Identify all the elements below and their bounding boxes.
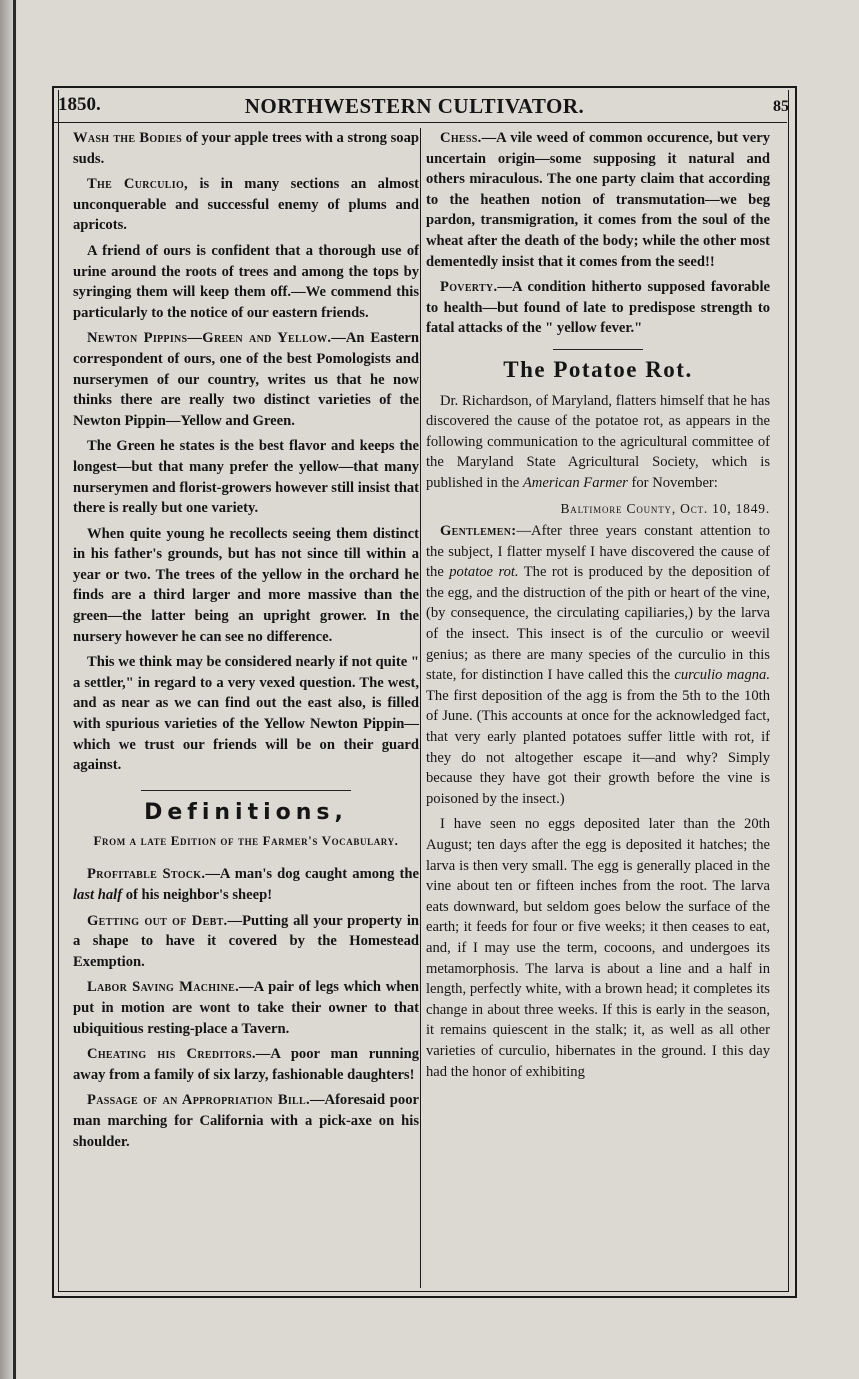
publication-title: NORTHWESTERN CULTIVATOR.: [244, 94, 585, 118]
paragraph-green: The Green he states is the best flavor and keeps the longest—but that many prefer the yellow—that many nurserymen and florist-growers however still insist that there is really but one variety.: [73, 438, 419, 517]
binding-line: [13, 0, 16, 1379]
text-intro-em: American Farmer: [522, 474, 628, 491]
def-appropriation-bill: [73, 1090, 419, 1152]
text-profitable-em: last half: [73, 887, 123, 903]
lead-newton: Newton Pippins—Green and Yellow.: [87, 330, 332, 347]
def-chess: [426, 128, 770, 272]
bottom-rule: [52, 1296, 797, 1298]
lead-chess: Chess.: [440, 130, 482, 146]
text-gent-em2: curculio magna.: [674, 667, 770, 684]
right-rule: [795, 86, 797, 1296]
text-gent-c: The first deposition of the agg is from the 5th to the 10th of June. (This accounts at once for the acknowledged fact, that very early planted potatoes suffer little with rot, if they do not altogether escape it—and why? Simply because they have got their growth before the vine is poisoned by the insect.): [426, 687, 770, 807]
def-getting-out-of-debt: [73, 911, 419, 973]
paragraph-intro: [426, 391, 770, 494]
text-passage: —Aforesaid poor man marching for California with a pick-axe on his shoulder.: [73, 1092, 419, 1150]
lead-wash: Wash the Bodies: [73, 130, 182, 146]
article-divider: [553, 349, 643, 350]
lead-curculio: The Curculio,: [87, 176, 188, 193]
text-gent-b: The rot is produced by the deposition of the egg, and the distruction of the pith or heart of the vine, (by consequence, the circulating capiliaries,) by the larva of the insect. This insect is of the curculio or weevil genius; as there are many species of the curculio in this state, for distinction I have called this the: [426, 564, 770, 684]
def-poverty: [426, 277, 770, 339]
text-gent-em1: potatoe rot.: [449, 564, 519, 581]
paragraph-young: When quite young he recollects seeing them distinct in his father's grounds, but has not since till within a year or two. The trees of the yellow in the orchard he finds are a third larger and more massive than the green—the latter being an upright grower. In the nursery however he can see no difference.: [73, 525, 419, 645]
right-rule-inner: [788, 90, 789, 1292]
paragraph-eggs: I have seen no eggs deposited later than the 20th August; ten days after the egg is deposited it hatches; the larva is then very small. The egg is generally placed in the vine about ten or fifteen inches from the root. The larva eats downward, but seldom goes below the surface of the earth; it feeds for four or five weeks; it then ceases to eat, and, if I may use the term, cocoons, and undergoes its metamorphosis. The larva is about a line and a half in length, perfectly white, with a brown head; it completes its change in about three weeks. If this is early in the season, it remains quiescent in the stalk; it, as well as all other varieties of curculio, hibernates in the ground. I this day had the honor of exhibiting: [426, 816, 770, 1080]
text-profitable-a: —A man's dog caught among the: [205, 866, 419, 883]
definitions-subtitle: From a late Edition of the Farmer's Vocabulary.: [93, 833, 399, 849]
text-chess: —A vile weed of common occurence, but very uncertain origin—some supposing it natural and others miraculous. The one party claim that according to the heathen notion of transmutation—we beg pardon, transmigration, it comes from the soul of the wheat after the death of the body; while the other most dementedly insist that it comes from the seed!!: [426, 130, 770, 270]
text-cheating: —A poor man running away from a family of six larzy, fashionable daughters!: [73, 1046, 419, 1083]
text-debt: —Putting all your property in a shape to have it covered by the Homestead Exemption.: [73, 912, 420, 970]
lead-labor: Labor Saving Machine.: [87, 979, 240, 996]
section-divider: [141, 790, 351, 791]
lead-cheating: Cheating his Creditors.: [87, 1046, 256, 1063]
letter-dateline: Baltimore County, Oct. 10, 1849.: [560, 500, 770, 516]
paragraph-gentlemen: [426, 521, 770, 809]
def-labor-saving-machine: [73, 977, 419, 1039]
newspaper-page: [30, 78, 795, 1310]
top-rule: [52, 86, 797, 88]
lead-gentlemen: Gentlemen:: [440, 523, 517, 540]
def-cheating-creditors: [73, 1044, 419, 1085]
lead-passage: Passage of an Appropriation Bill.: [87, 1092, 310, 1109]
paragraph-newton: [73, 328, 419, 431]
paragraph-settler: This we think may be considered nearly if not quite " a settler," in regard to a very vexed question. The west, and as near as we can find out the east also, is filled with spurious varieties of the Yellow Newton Pippin—which we trust our friends will be on their guard against.: [73, 654, 419, 774]
lead-profitable: Profitable Stock.: [87, 866, 206, 883]
text-poverty: —A condition hitherto supposed favorable to health—but found of late to predispose strength to fatal attacks of the " yellow fever.": [426, 279, 770, 337]
page-number: 85: [773, 98, 789, 115]
bottom-rule-inner: [58, 1291, 789, 1292]
text-labor: —A pair of legs which when put in motion are wont to take their owner to that ubiquitious resting-place a Tavern.: [73, 979, 419, 1037]
text-intro-b: for November:: [627, 474, 718, 491]
column-divider: [420, 128, 421, 1288]
issue-year: 1850.: [58, 94, 101, 115]
text-newton: —An Eastern correspondent of ours, one of the best Pomologists and nurserymen of our country, writes us that he now thinks there are really two distinct varieties of the Newton Pippin—Yellow and Green.: [73, 330, 419, 429]
lead-debt: Getting out of Debt.: [87, 912, 228, 929]
text-wash: of your apple trees with a strong soap suds.: [73, 130, 419, 167]
page-header: [52, 92, 789, 120]
top-rule-inner: [52, 122, 787, 123]
text-profitable-b: of his neighbor's sheep!: [122, 887, 273, 903]
lead-poverty: Poverty.: [440, 279, 498, 296]
left-rule: [52, 86, 54, 1296]
left-rule-inner: [58, 90, 59, 1292]
text-intro-a: Dr. Richardson, of Maryland, flatters himself that he has discovered the cause of the potatoe rot, as appears in the following communication to the agricultural committee of the Maryland State Agricultural Society, which is published in the: [426, 392, 770, 491]
potatoe-rot-heading: The Potatoe Rot.: [503, 356, 693, 382]
paragraph-curculio: [73, 174, 419, 236]
def-profitable-stock: [73, 864, 419, 905]
text-curculio: is in many sections an almost unconquerable and successful enemy of plums and apricots.: [73, 176, 420, 234]
definitions-heading: Definitions,: [144, 799, 348, 825]
paragraph-wash: [73, 128, 419, 169]
text-gent-a: —After three years constant attention to the subject, I flatter myself I have discovered the cause of the: [426, 523, 770, 581]
left-column: [73, 128, 419, 1157]
paragraph-urine: A friend of ours is confident that a thorough use of urine around the roots of trees and among the tops by syringing them will keep them off.—We commend this particularly to the notice of our eastern friends.: [73, 242, 419, 321]
right-column: [426, 128, 770, 1087]
